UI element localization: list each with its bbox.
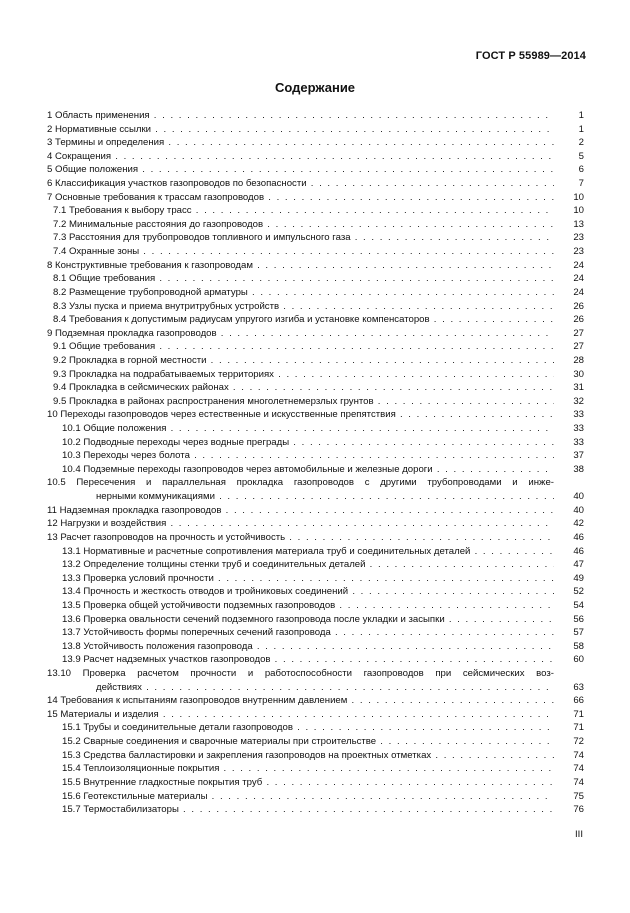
toc-entry[interactable]	[47, 517, 584, 531]
toc-entry-label: 15.7 Термостабилизаторы . . .	[62, 803, 554, 817]
toc-entry[interactable]	[47, 300, 584, 314]
toc-entry-label: 13.4 Прочность и жесткость отводов и тройниковых соединений . . .	[62, 585, 554, 599]
toc-entry-label: 5 Общие положения . . .	[47, 163, 554, 177]
toc-entry[interactable]	[47, 422, 584, 436]
toc-entry-label: 9 Подземная прокладка газопроводов . . .	[47, 327, 554, 341]
toc-entry-label: 11 Надземная прокладка газопроводов . . .	[47, 504, 554, 518]
toc-entry-page: 1	[578, 123, 584, 135]
toc-entry-page: 1	[578, 110, 584, 121]
toc-entry-page: 74	[573, 776, 584, 788]
toc-entry[interactable]	[47, 272, 584, 286]
toc-entry[interactable]	[47, 749, 584, 763]
document-code: ГОСТ Р 55989—2014	[475, 50, 586, 62]
toc-entry-page: 31	[573, 382, 584, 394]
toc-entry[interactable]	[47, 204, 584, 218]
toc-entry[interactable]	[47, 790, 584, 804]
toc-entry-page: 30	[573, 368, 584, 380]
toc-entry-label: 4 Сокращения . . .	[47, 150, 554, 164]
toc-entry[interactable]	[47, 640, 584, 654]
toc-entry-label: 10.2 Подводные переходы через водные преграды . . .	[62, 436, 554, 450]
toc-entry-page: 7	[578, 178, 584, 190]
toc-entry[interactable]	[47, 313, 584, 327]
toc-entry[interactable]	[47, 694, 584, 708]
toc-entry-label: 15.4 Теплоизоляционные покрытия . . .	[62, 762, 554, 776]
toc-entry[interactable]	[47, 531, 584, 545]
toc-entry-page: 58	[573, 640, 584, 652]
page-title: Содержание	[274, 80, 356, 95]
toc-entry-label: 3 Термины и определения . . .	[47, 136, 554, 150]
toc-entry-label: 13.1 Нормативные и расчетные сопротивления материала труб и соединительных деталей . . .	[62, 545, 554, 559]
toc-entry-page: 28	[573, 354, 584, 366]
toc-entry-label: 8.2 Размещение трубопроводной арматуры . . .	[53, 286, 554, 300]
toc-entry-page: 66	[573, 695, 584, 707]
toc-entry[interactable]	[47, 735, 584, 749]
toc-entry[interactable]	[47, 177, 584, 191]
toc-entry[interactable]	[47, 123, 584, 137]
toc-entry-label: 15.6 Геотекстильные материалы . . .	[62, 790, 554, 804]
toc-entry-page: 71	[573, 708, 584, 720]
toc-entry-page: 71	[573, 722, 584, 734]
toc-entry-page: 56	[573, 613, 584, 625]
toc-entry-page: 33	[573, 436, 584, 448]
toc-entry-page: 32	[573, 395, 584, 407]
toc-entry[interactable]	[47, 558, 584, 572]
toc-entry-label: 8.3 Узлы пуска и приема внутритрубных устройств . . .	[53, 300, 554, 314]
toc-entry[interactable]	[47, 762, 584, 776]
toc-entry[interactable]	[47, 585, 584, 599]
toc-entry-label: 13.2 Определение толщины стенки труб и соединительных деталей . . .	[62, 558, 554, 572]
toc-entry-label: 2 Нормативные ссылки . . .	[47, 123, 554, 137]
toc-entry[interactable]	[47, 286, 584, 300]
toc-entry-page: 54	[573, 599, 584, 611]
toc-entry-page: 76	[573, 804, 584, 816]
toc-entry[interactable]	[47, 163, 584, 177]
toc-entry-page: 27	[573, 341, 584, 353]
toc-entry-page: 2	[578, 137, 584, 149]
toc-entry[interactable]	[47, 613, 584, 627]
toc-entry[interactable]	[47, 245, 584, 259]
toc-entry-page: 72	[573, 736, 584, 748]
toc-entry[interactable]	[47, 150, 584, 164]
toc-entry-label: 9.5 Прокладка в районах распространения многолетнемерзлых грунтов . . .	[53, 395, 554, 409]
toc-entry-page: 26	[573, 300, 584, 312]
toc-entry[interactable]	[47, 408, 584, 422]
toc-entry-label: 12 Нагрузки и воздействия . . .	[47, 517, 554, 531]
toc-entry[interactable]	[47, 395, 584, 409]
toc-entry-label: 7.3 Расстояния для трубопроводов топливного и импульсного газа . . .	[53, 231, 554, 245]
toc-entry-label: 8.4 Требования к допустимым радиусам упругого изгиба и установке компенсаторов . . .	[53, 313, 554, 327]
toc-entry-label: 8 Конструктивные требования к газопроводам . . .	[47, 259, 554, 273]
toc-entry-label: 13.5 Проверка общей устойчивости подземных газопроводов . . .	[62, 599, 554, 613]
toc-entry-page: 46	[573, 531, 584, 543]
toc-entry[interactable]	[47, 599, 584, 613]
toc-entry-label-continued: действиях . . .	[96, 681, 554, 695]
toc-entry-page: 75	[573, 790, 584, 802]
toc-entry[interactable]	[47, 803, 584, 817]
toc-entry-page: 27	[573, 327, 584, 339]
toc-entry[interactable]	[47, 476, 584, 503]
toc-entry-label: 7.2 Минимальные расстояния до газопроводов . . .	[53, 218, 554, 232]
toc-entry-page: 40	[573, 491, 584, 503]
toc-entry-page: 10	[573, 191, 584, 203]
toc-entry-page: 60	[573, 654, 584, 666]
toc-entry-label: 15 Материалы и изделия . . .	[47, 708, 554, 722]
toc-entry[interactable]	[47, 136, 584, 150]
toc-entry-label: 9.2 Прокладка в горной местности . . .	[53, 354, 554, 368]
toc-entry-label: 10.5 Пересечения и параллельная прокладка газопроводов с другими трубопроводами и инже-	[47, 477, 554, 489]
toc-entry-page: 10	[573, 205, 584, 217]
toc-entry-page: 6	[578, 164, 584, 176]
toc-entry-label: 13 Расчет газопроводов на прочность и устойчивость . . .	[47, 531, 554, 545]
toc-entry-page: 24	[573, 259, 584, 271]
toc-entry[interactable]	[47, 368, 584, 382]
toc-entry[interactable]	[47, 259, 584, 273]
toc-entry[interactable]	[47, 572, 584, 586]
toc-entry[interactable]	[47, 218, 584, 232]
toc-entry-page: 57	[573, 627, 584, 639]
toc-entry-page: 63	[573, 681, 584, 693]
toc-entry-page: 74	[573, 763, 584, 775]
toc-entry[interactable]	[47, 109, 584, 123]
toc-entry[interactable]	[47, 653, 584, 667]
toc-entry[interactable]	[47, 667, 584, 694]
toc-entry-page: 74	[573, 749, 584, 761]
toc-entry-label: 15.2 Сварные соединения и сварочные материалы при строительстве . . .	[62, 735, 554, 749]
toc-entry-label: 10.1 Общие положения . . .	[62, 422, 554, 436]
toc-entry-label: 13.10 Проверка расчетом прочности и работоспособности газопроводов при сейсмических воз-	[47, 668, 554, 679]
toc-entry[interactable]	[47, 776, 584, 790]
toc-entry[interactable]	[47, 340, 584, 354]
toc-entry-label: 15.3 Средства балластировки и закрепления газопроводов на проектных отметках . . .	[62, 749, 554, 763]
toc-entry-page: 52	[573, 586, 584, 598]
toc-entry-page: 13	[573, 218, 584, 230]
toc-entry[interactable]	[47, 354, 584, 368]
toc-entry-page: 5	[578, 150, 584, 162]
toc-entry-page: 37	[573, 450, 584, 462]
toc-entry-label: 13.3 Проверка условий прочности . . .	[62, 572, 554, 586]
toc-entry-label-continued: нерными коммуникациями . . .	[96, 490, 554, 504]
toc-entry-label: 8.1 Общие требования . . .	[53, 272, 554, 286]
toc-entry-page: 38	[573, 463, 584, 475]
toc-entry-label: 13.6 Проверка овальности сечений подземного газопровода после укладки и засыпки . . .	[62, 613, 554, 627]
toc-entry-label: 7.4 Охранные зоны . . .	[53, 245, 554, 259]
toc-entry[interactable]	[47, 327, 584, 341]
toc-entry-label: 9.3 Прокладка на подрабатываемых территориях . . .	[53, 368, 554, 382]
toc-entry[interactable]	[47, 504, 584, 518]
toc-entry-label: 1 Область применения . . .	[47, 109, 554, 123]
toc-entry-label: 6 Классификация участков газопроводов по безопасности . . .	[47, 177, 554, 191]
toc-entry-label: 14 Требования к испытаниям газопроводов внутренним давлением . . .	[47, 694, 554, 708]
toc-entry-page: 23	[573, 246, 584, 258]
toc-entry-label: 13.8 Устойчивость положения газопровода . . .	[62, 640, 554, 654]
table-of-contents	[47, 109, 584, 817]
toc-entry-page: 33	[573, 409, 584, 421]
toc-entry-label: 9.1 Общие требования . . .	[53, 340, 554, 354]
toc-entry-label: 7 Основные требования к трассам газопроводов . . .	[47, 191, 554, 205]
toc-entry-label: 13.9 Расчет надземных участков газопроводов . . .	[62, 653, 554, 667]
toc-entry[interactable]	[47, 626, 584, 640]
toc-entry-page: 49	[573, 572, 584, 584]
toc-entry-page: 26	[573, 314, 584, 326]
toc-entry-page: 33	[573, 423, 584, 435]
toc-entry-page: 46	[573, 545, 584, 557]
toc-entry-label: 7.1 Требования к выбору трасс . . .	[53, 204, 554, 218]
toc-entry[interactable]	[47, 191, 584, 205]
toc-entry-label: 10 Переходы газопроводов через естественные и искусственные препятствия . . .	[47, 408, 554, 422]
toc-entry-page: 40	[573, 504, 584, 516]
toc-entry-page: 24	[573, 273, 584, 285]
toc-entry-page: 47	[573, 559, 584, 571]
toc-entry-page: 24	[573, 286, 584, 298]
toc-entry[interactable]	[47, 463, 584, 477]
toc-entry[interactable]	[47, 231, 584, 245]
toc-entry-page: 42	[573, 518, 584, 530]
toc-entry-label: 13.7 Устойчивость формы поперечных сечений газопровода . . .	[62, 626, 554, 640]
toc-entry[interactable]	[47, 708, 584, 722]
toc-entry-label: 9.4 Прокладка в сейсмических районах . . .	[53, 381, 554, 395]
toc-entry[interactable]	[47, 721, 584, 735]
toc-entry-label: 10.3 Переходы через болота . . .	[62, 449, 554, 463]
toc-entry[interactable]	[47, 449, 584, 463]
toc-entry-label: 15.5 Внутренние гладкостные покрытия труб . . .	[62, 776, 554, 790]
page-number: III	[575, 829, 583, 840]
toc-entry[interactable]	[47, 381, 584, 395]
toc-entry[interactable]	[47, 436, 584, 450]
toc-entry-label: 10.4 Подземные переходы газопроводов через автомобильные и железные дороги . . .	[62, 463, 554, 477]
toc-entry[interactable]	[47, 545, 584, 559]
toc-entry-page: 23	[573, 232, 584, 244]
toc-entry-label: 15.1 Трубы и соединительные детали газопроводов . . .	[62, 721, 554, 735]
